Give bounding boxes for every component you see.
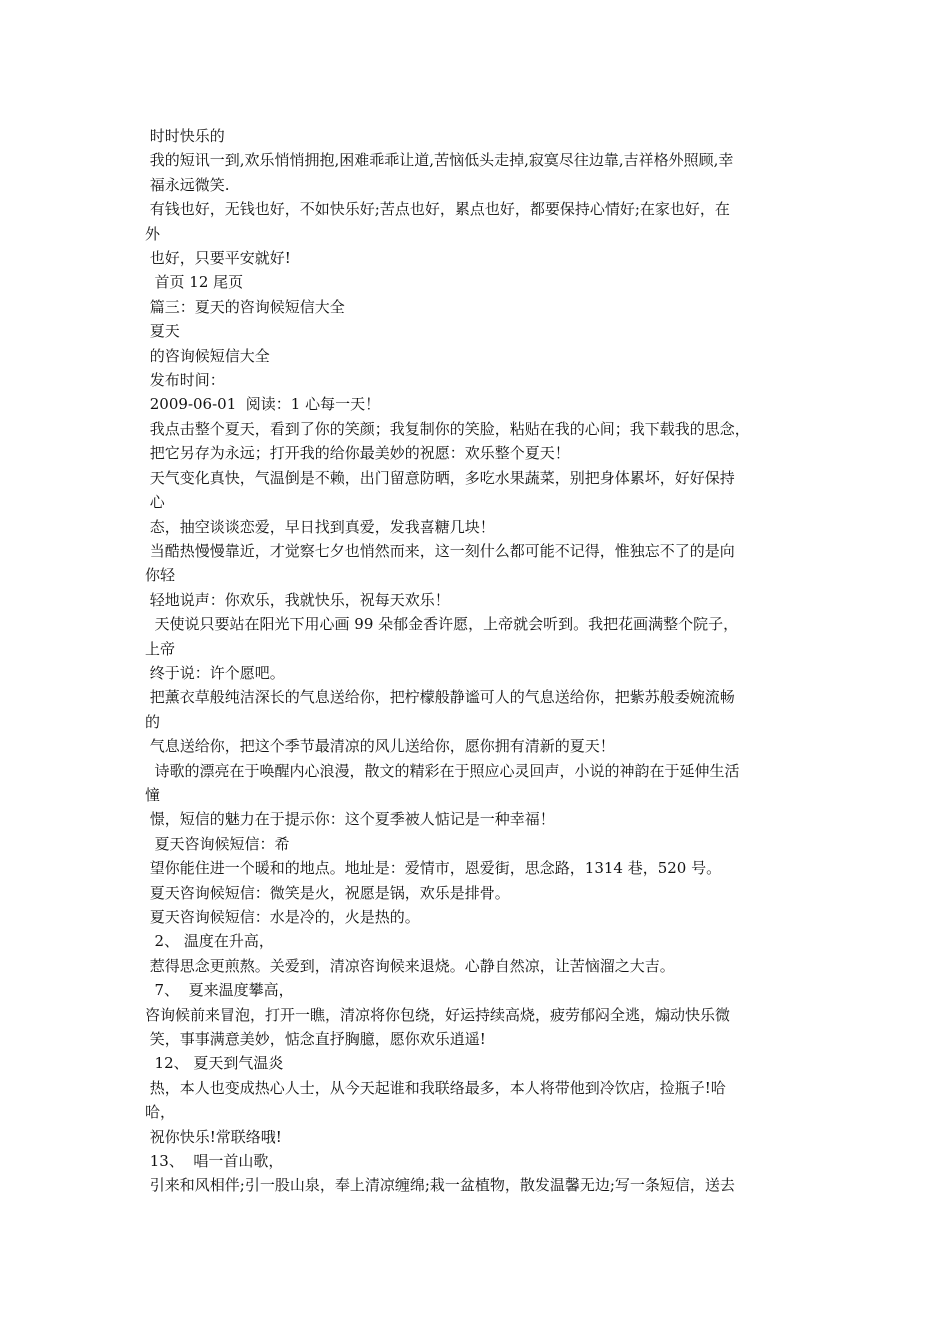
text-line: 你轻 [145, 566, 176, 585]
text-line: 上帝 [145, 639, 176, 658]
text-line: 把薰衣草般纯洁深长的气息送给你，把柠檬般静谧可人的气息送给你，把紫苏般委婉流畅 [145, 688, 735, 707]
text-line: 把它另存为永远；打开我的给你最美妙的祝愿：欢乐整个夏天！ [145, 444, 570, 463]
text-line: 引来和风相伴;引一股山泉，奉上清凉缠绵;栽一盆植物，散发温馨无边;写一条短信，送去 [145, 1176, 735, 1195]
text-line: 热，本人也变成热心人士，从今天起谁和我联络最多，本人将带他到冷饮店，捡瓶子!哈 [145, 1078, 726, 1097]
text-line: 我的短讯一到,欢乐悄悄拥抱,困难乖乖让道,苦恼低头走掉,寂寞尽往边靠,吉祥格外照顾,幸 [145, 151, 734, 170]
text-line: 轻地说声：你欢乐，我就快乐，祝每天欢乐！ [145, 590, 450, 609]
text-line: 哈， [145, 1103, 176, 1122]
text-line: 外 [145, 224, 161, 243]
text-line: 咨询候前来冒泡，打开一瞧，清凉将你包绕，好运持续高烧，疲劳郁闷全逃，煽动快乐微 [145, 1005, 731, 1024]
text-line: 憬，短信的魅力在于提示你：这个夏季被人惦记是一种幸福！ [145, 810, 555, 829]
text-line: 惹得思念更煎熬。关爱到，清凉咨询候来退烧。心静自然凉，让苦恼溜之大吉。 [145, 956, 675, 975]
text-line: 时时快乐的 [145, 127, 225, 145]
text-line: 当酷热慢慢靠近，才觉察七夕也悄然而来，这一刻什么都可能不记得，惟独忘不了的是向 [145, 541, 735, 560]
text-line: 我点击整个夏天，看到了你的笑颜；我复制你的笑脸，粘贴在我的心间；我下载我的思念， [145, 419, 750, 438]
text-line: 篇三：夏天的咨询候短信大全 [145, 297, 345, 316]
document-body [145, 124, 815, 1198]
text-line: 福永远微笑. [145, 175, 230, 194]
text-line: 2、 温度在升高， [145, 932, 274, 951]
text-line: 望你能住进一个暖和的地点。地址是：爱情市，恩爱街，思念路，1314 巷，520 号。 [145, 859, 722, 878]
text-line: 首页 12 尾页 [145, 273, 244, 292]
text-line: 的咨询候短信大全 [145, 346, 270, 365]
text-line: 夏天 [145, 322, 180, 341]
text-line: 的 [145, 712, 161, 731]
text-line: 态，抽空谈谈恋爱，早日找到真爱，发我喜糖几块！ [145, 517, 495, 536]
text-line: 天气变化真快，气温倒是不赖，出门留意防晒，多吃水果蔬菜，别把身体累坏，好好保持 [145, 468, 735, 487]
text-line: 诗歌的漂亮在于唤醒内心浪漫，散文的精彩在于照应心灵回声，小说的神韵在于延伸生活 [145, 761, 740, 780]
text-line: 夏天咨询候短信：希 [145, 834, 290, 853]
text-line: 天使说只要站在阳光下用心画 99 朵郁金香许愿，上帝就会听到。我把花画满整个院子， [145, 615, 739, 634]
text-line: 气息送给你，把这个季节最清凉的风儿送给你，愿你拥有清新的夏天！ [145, 737, 615, 756]
text-line: 也好，只要平安就好! [145, 249, 291, 268]
text-line: 终于说：许个愿吧。 [145, 663, 285, 682]
text-line: 2009-06-01 阅读：1 心每一天！ [145, 395, 381, 414]
text-line: 夏天咨询候短信：水是冷的，火是热的。 [145, 908, 420, 926]
text-line: 发布时间： [145, 371, 225, 390]
text-line: 憧 [145, 785, 161, 804]
text-line: 13、 唱一首山歌， [145, 1152, 284, 1171]
text-line: 心 [145, 493, 165, 512]
text-line: 祝你快乐!常联络哦! [145, 1127, 282, 1146]
text-line: 有钱也好，无钱也好，不如快乐好;苦点也好，累点也好，都要保持心情好;在家也好，在 [145, 200, 730, 219]
text-line: 12、 夏天到气温炎 [145, 1054, 284, 1073]
text-line: 笑，事事满意美妙，惦念直抒胸臆，愿你欢乐逍遥! [145, 1030, 486, 1049]
text-line: 夏天咨询候短信：微笑是火，祝愿是锅，欢乐是排骨。 [145, 883, 510, 902]
text-line: 7、 夏来温度攀高， [145, 981, 294, 1000]
